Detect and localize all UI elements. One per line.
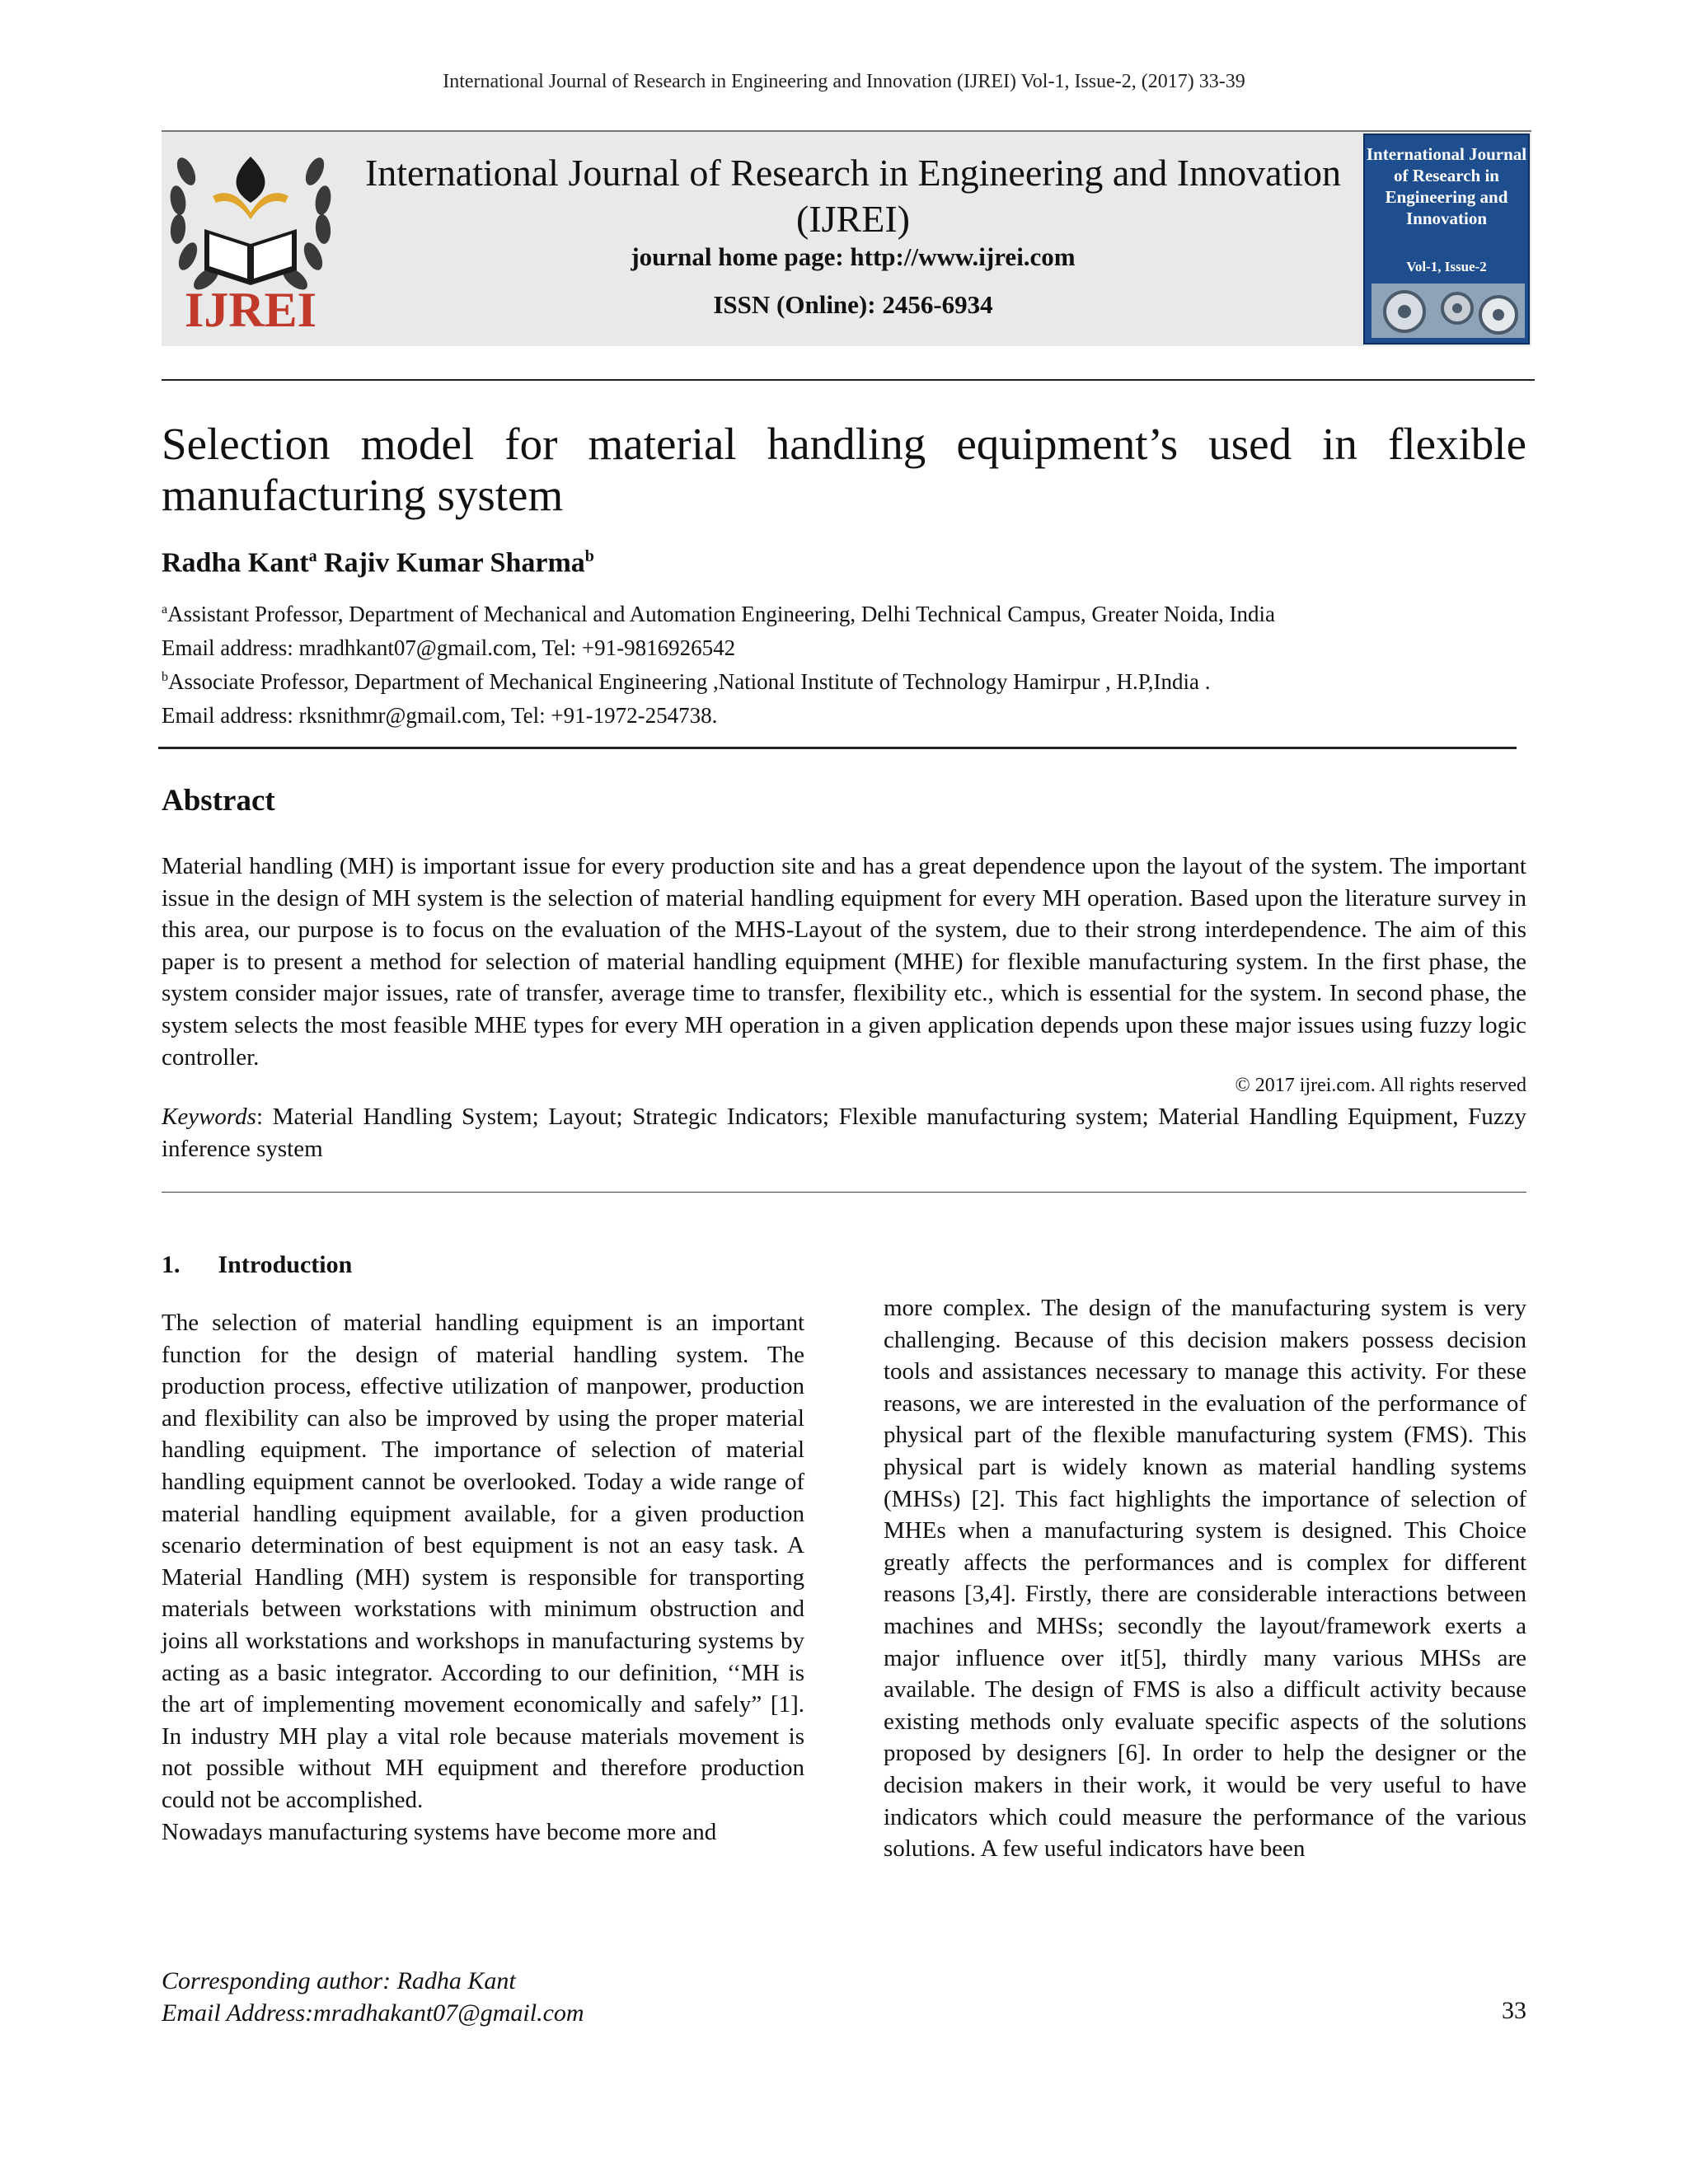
section-heading (162, 1251, 352, 1279)
affiliation-line (162, 595, 1563, 629)
running-header: International Journal of Research in Engineering and Innovation (IJREI) Vol-1, Issue-2, (2017) 33-39 (443, 71, 1245, 92)
body-column-right (884, 1292, 1526, 1865)
affiliation-text: Email address: rksnithmr@gmail.com, Tel: +91-1972-254738. (162, 703, 718, 728)
abstract-divider-top (158, 747, 1517, 749)
author-name: Rajiv Kumar Sharma (324, 547, 585, 579)
journal-cover (1363, 134, 1530, 344)
body-paragraph: The selection of material handling equipment is an important function for the design of material handling system. The production process, effective utilization of manpower, production and flexibility can also be improved by using the proper material handling equipment. The importance of selection of material handling equipment cannot be overlooked. Today a wide range of material handling equipment available, for a given production scenario determination of best equipment is not an easy task. A Material Handling (MH) system is responsible for transporting materials between workstations with minimum obstruction and joins all workstations and workshops in manufacturing systems by acting as a basic integrator. According to our definition, ‘‘MH is the art of implementing movement economically and safely” [1]. In industry MH play a vital role because materials movement is not possible without MH equipment and therefore production could not be accomplished. (162, 1310, 804, 1813)
paper-title: Selection model for material handling equipment’s used in flexible manufacturing system (162, 419, 1526, 520)
affiliation-text: Associate Professor, Department of Mechanical Engineering ,National Institute of Technology Hamirpur , H.P,India . (168, 669, 1211, 694)
copyright-notice: © 2017 ijrei.com. All rights reserved (1235, 1075, 1526, 1096)
body-paragraph: more complex. The design of the manufacturing system is very challenging. Because of this decision makers possess decision tools and assistances necessary to manage this activity. For these reasons, we are interested in the evaluation of the performance of physical part of the flexible manufacturing system (FMS). This physical part is widely known as material handling systems (MHSs) [2]. This fact highlights the importance of selection of MHEs when a manufacturing system is designed. This Choice greatly affects the performances and is complex for different reasons [3,4]. Firstly, there are considerable interactions between machines and MHSs; secondly the layout/framework exerts a major influence over it[5], thirdly many various MHSs are available. The design of FMS is also a difficult activity because existing methods only evaluate specific aspects of the solutions proposed by designers [6]. In order to help the designer or the decision makers in their work, it would be very useful to have indicators which could measure the performance of the various solutions. A few useful indicators have been (884, 1295, 1526, 1863)
body-column-left (162, 1307, 804, 1848)
body-paragraph: Nowadays manufacturing systems have become more and (162, 1818, 717, 1845)
author-list (162, 547, 594, 579)
cover-title: International Journal of Research in Engineering and Innovation (1366, 144, 1527, 228)
journal-logo (162, 138, 340, 336)
affiliation-line (162, 663, 1563, 696)
keywords (162, 1101, 1526, 1165)
author-sup: a (308, 547, 317, 565)
abstract-text: Material handling (MH) is important issue for every production site and has a great dependence upon the layout of the system. The important issue in the design of MH system is the selection of material handling equipment for every MH operation. Based upon the literature survey in this area, our purpose is to focus on the evaluation of the MHS-Layout of the system, due to their strong interdependence. The aim of this paper is to present a method for selection of material handling equipment (MHE) for flexible manufacturing system. In the first phase, the system consider major issues, rate of transfer, average time to transfer, flexibility etc., which is essential for the system. In second phase, the system selects the most feasible MHE types for every MH operation in a given application depends upon these major issues using fuzzy logic controller. (162, 853, 1526, 1071)
affiliation-line (162, 629, 1563, 663)
author-name: Radha Kant (162, 547, 309, 579)
abstract-heading: Abstract (162, 784, 275, 818)
corresponding-email: Email Address:mradhakant07@gmail.com (162, 1999, 584, 2027)
author-sup: b (584, 547, 594, 565)
header-divider (162, 379, 1535, 381)
journal-home-page: journal home page: http://www.ijrei.com (631, 242, 1076, 271)
section-title: Introduction (218, 1251, 353, 1278)
journal-issn: ISSN (Online): 2456-6934 (713, 290, 993, 319)
cover-gears-image (1372, 284, 1525, 338)
affiliation-sup: b (162, 670, 168, 684)
footer-author (162, 1965, 584, 2029)
affiliation-text: Assistant Professor, Department of Mechanical and Automation Engineering, Delhi Technical Campus, Greater Noida, India (167, 602, 1276, 626)
journal-title: International Journal of Research in Engineering and Innovation (IJREI) (364, 152, 1342, 240)
affiliations (162, 595, 1563, 730)
affiliation-line (162, 696, 1563, 730)
keywords-text: : Material Handling System; Layout; Strategic Indicators; Flexible manufacturing system; Material Handling Equipment, Fuzzy inference system (162, 1104, 1526, 1162)
corresponding-author: Corresponding author: Radha Kant (162, 1967, 516, 1994)
keywords-label: Keywords (162, 1104, 256, 1130)
abstract-divider-bottom (162, 1192, 1526, 1193)
page-number: 33 (1502, 1997, 1526, 2024)
cover-volume: Vol-1, Issue-2 (1406, 259, 1487, 274)
section-number: 1. (162, 1251, 181, 1278)
affiliation-sup: a (162, 602, 168, 616)
affiliation-text: Email address: mradhkant07@gmail.com, Tel: +91-9816926542 (162, 635, 736, 660)
logo-text: IJREI (184, 283, 317, 336)
